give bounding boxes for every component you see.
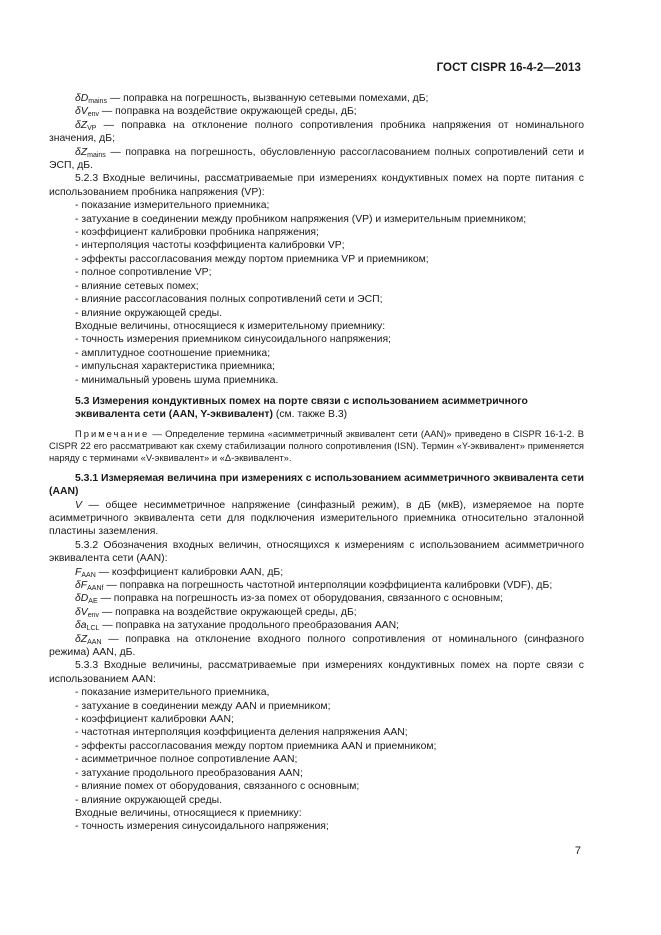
section-5-3-3-intro: 5.3.3 Входные величины, рассматриваемые при измерениях кондуктивных помех на порте связи с использованием AAN: (49, 660, 584, 685)
list-item: - точность измерения синусоидального напряжения; (75, 821, 329, 833)
list-item: - частотная интерполяция коэффициента деления напряжения AAN; (75, 727, 408, 739)
receiver-inputs-list (49, 333, 584, 387)
list-item: - импульсная характеристика приемника; (75, 361, 275, 373)
list-item: - влияние рассогласования полных сопротивлений сети и ЭСП; (75, 294, 383, 306)
definition-item: $\delta Z_{AAN}$ — поправка на отклонение входного полного сопротивления от номинального (синфазного режима) AAN, дБ. (49, 633, 584, 659)
list-item: - влияние окружающей среды. (75, 307, 222, 319)
section-5-2-3-list (49, 199, 584, 320)
list-item: - интерполяция частоты коэффициента калибровки VP; (75, 240, 345, 252)
note: Примечание — Определение термина «асимметричный эквивалент сети (AAN)» приведено в CISPR 16-1-2. В CISPR 22 его рассматривают как схему стабилизации полного сопротивления (ISN). Термин «Y-эквивалент» применяется наряду с терминами «V-эквивалент» и «Δ-эквивалент». (49, 427, 584, 463)
receiver-inputs-list-2 (49, 820, 584, 833)
receiver-inputs-intro: Входные величины, относящиеся к измерительному приемнику: (75, 320, 386, 332)
section-5-3-1-text: V — общее несимметричное напряжение (синфазный режим), в дБ (мкВ), измеряемое на порте асимметричного эквивалента сети для подключения измерительного приемника относительно эталонной пластины заземления. (49, 499, 584, 538)
list-item: - эффекты рассогласования между портом приемника AAN и приемником; (75, 740, 437, 752)
definition-item: $F_{AAN}$ — коэффициент калибровки AAN, дБ; (75, 566, 284, 579)
list-item: - коэффициент калибровки AAN; (75, 714, 234, 726)
section-5-3-heading: 5.3 Измерения кондуктивных помех на порте связи с использованием асимметричного эквивалента сети (AAN, Y-эквивалент) (см. также В.3) (75, 395, 528, 421)
list-item: - коэффициент калибровки пробника напряжения; (75, 227, 319, 239)
definition-item: $\delta V_{env}$ — поправка на воздействие окружающей среды, дБ; (75, 106, 357, 119)
definition-item: $\delta V_{env}$ — поправка на воздействие окружающей среды, дБ; (75, 606, 357, 619)
list-item: - минимальный уровень шума приемника. (75, 374, 279, 386)
list-item: - точность измерения приемником синусоидального напряжения; (75, 334, 391, 346)
list-item: - показание измерительного приемника, (75, 687, 270, 699)
definition-item: $\delta D_{mains}$ — поправка на погрешность, вызванную сетевыми помехами, дБ; (75, 93, 429, 105)
list-item: - асимметричное полное сопротивление AAN; (75, 754, 298, 766)
list-item: - показание измерительного приемника; (75, 200, 270, 212)
list-item: - полное сопротивление VP; (75, 267, 212, 279)
list-item: - эффекты рассогласования между портом приемника VP и приемником; (75, 253, 429, 265)
list-item: - затухание в соединении между пробником напряжения (VP) и измерительным приемником; (75, 213, 527, 225)
list-item: - влияние помех от оборудования, связанного с основным; (75, 781, 360, 793)
section-5-3-2-intro: 5.3.2 Обозначения входных величин, относящихся к измерениям с использованием асимметричного эквивалента сети (AAN): (49, 539, 584, 565)
list-item: - амплитудное соотношение приемника; (75, 347, 271, 359)
section-5-3-1-heading: 5.3.1 Измеряемая величина при измерениях с использованием асимметричного эквивалента сети (AAN) (49, 472, 584, 498)
receiver-inputs-intro-2: Входные величины, относящиеся к приемнику: (75, 807, 302, 819)
definition-item: $\delta a_{LCL}$ — поправка на затухание продольного преобразования AAN; (75, 620, 400, 633)
note-label: Примечание (75, 427, 150, 439)
definitions-top (49, 92, 584, 172)
page-body (49, 92, 584, 834)
section-5-3-3-list (49, 686, 584, 807)
definition-item: $\delta D_{AE}$ — поправка на погрешность из-за помех от оборудования, связанного с основным; (75, 593, 504, 606)
section-5-2-3-intro: 5.2.3 Входные величины, рассматриваемые при измерениях кондуктивных помех на порте питания с использованием пробника напряжения (VP): (49, 173, 584, 198)
definition-item: $\delta F_{AANf}$ — поправка на погрешность частотной интерполяции коэффициента калибровки (VDF), дБ; (75, 580, 553, 592)
definition-item: $\delta Z_{mains}$ — поправка на погрешность, обусловленную рассогласованием полных сопротивлений сети и ЭСП, дБ. (49, 146, 584, 172)
page-number: 7 (574, 845, 581, 857)
list-item: - влияние окружающей среды. (75, 794, 222, 806)
list-item: - влияние сетевых помех; (75, 280, 199, 292)
definition-item: $\delta Z_{VP}$ — поправка на отклонение полного сопротивления пробника напряжения от номинального значения, дБ; (49, 119, 584, 145)
definitions-5-3-2 (49, 566, 584, 660)
list-item: - затухание в соединении между AAN и приемником; (75, 700, 331, 712)
list-item: - затухание продольного преобразования AAN; (75, 767, 303, 779)
standard-header: ГОСТ CISPR 16-4-2—2013 (436, 62, 581, 74)
